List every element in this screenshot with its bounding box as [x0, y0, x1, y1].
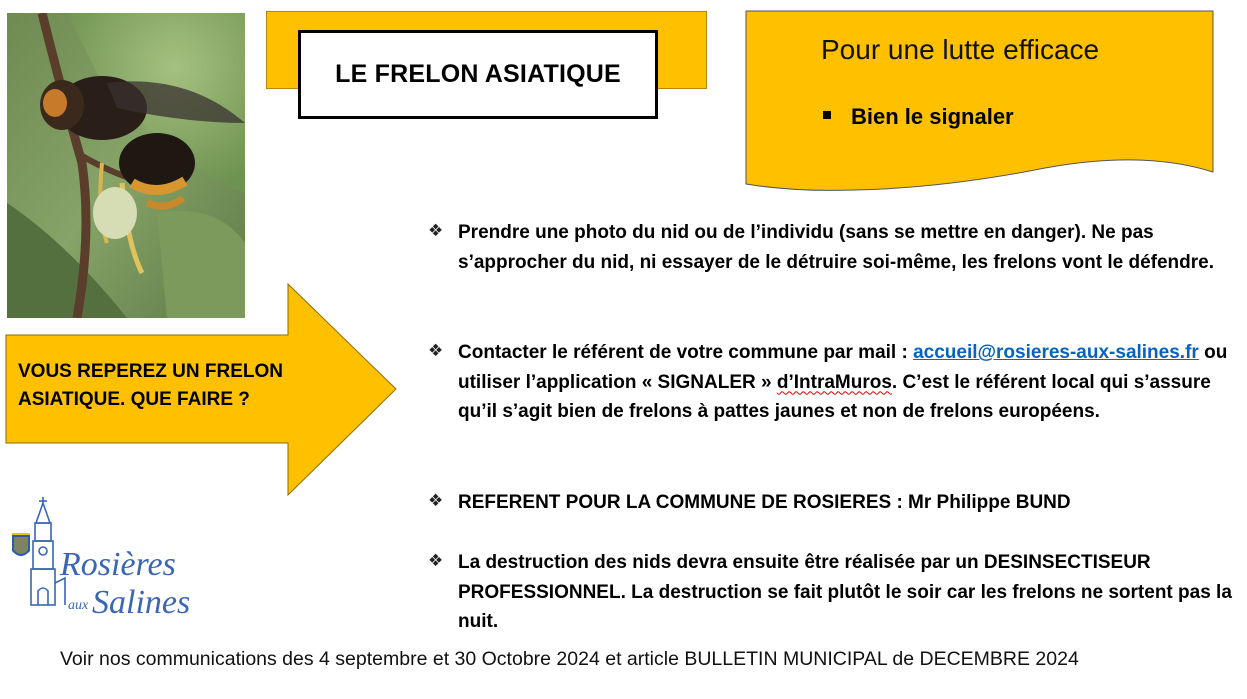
intramuros-brand: d’IntraMuros: [776, 371, 892, 393]
diamond-bullet-icon: ❖: [428, 341, 444, 360]
info-heading: Pour une lutte efficace: [821, 34, 1100, 65]
diamond-bullet-icon: ❖: [428, 551, 444, 570]
email-link[interactable]: accueil@rosieres-aux-salines.fr: [913, 342, 1199, 363]
contact-text-start: Contacter le référent de votre commune par mail :: [458, 342, 914, 363]
hornet-photo: [7, 13, 245, 318]
logo-text-aux: aux: [68, 598, 89, 613]
logo-text-rosieres: Rosières: [60, 546, 176, 583]
diamond-bullet-icon: ❖: [428, 491, 444, 510]
contact-text-end: . C’est le référent local qui s’assure qu’il s’agit bien de frelons à pattes jaunes et non de frelons européens.: [458, 371, 1211, 422]
rosieres-aux-salines-logo: [10, 493, 225, 623]
bullet-nest-destruction: La destruction des nids devra ensuite être réalisée par un DESINSECTISEUR PROFESSIONNEL. La destruction se fait plutôt le soir car les frelons ne sortent pas la nuit.: [458, 552, 1232, 632]
page-title: LE FRELON ASIATIQUE: [298, 30, 658, 119]
square-bullet-icon: [823, 111, 831, 119]
contact-text-middle: ou utiliser l’application « SIGNALER »: [458, 342, 1228, 393]
bullet-contact-referent: [458, 338, 1233, 427]
bullet-photo-advice: Prendre une photo du nid ou de l’individu (sans se mettre en danger). Ne pas s’approcher du nid, ni essayer de le détruire soi-même, les frelons vont le défendre.: [458, 222, 1215, 273]
logo-text-salines: Salines: [92, 584, 191, 621]
arrow-label: VOUS REPEREZ UN FRELON ASIATIQUE. QUE FAIRE ?: [18, 361, 283, 410]
info-bullet-label: Bien le signaler: [851, 104, 1014, 129]
bullet-referent-name: REFERENT POUR LA COMMUNE DE ROSIERES : Mr Philippe BUND: [458, 492, 1071, 513]
info-bullet: [823, 104, 1014, 130]
footer-note: Voir nos communications des 4 septembre et 30 Octobre 2024 et article BULLETIN MUNICIPAL de DECEMBRE 2024: [60, 648, 1079, 670]
diamond-bullet-icon: ❖: [428, 221, 444, 240]
